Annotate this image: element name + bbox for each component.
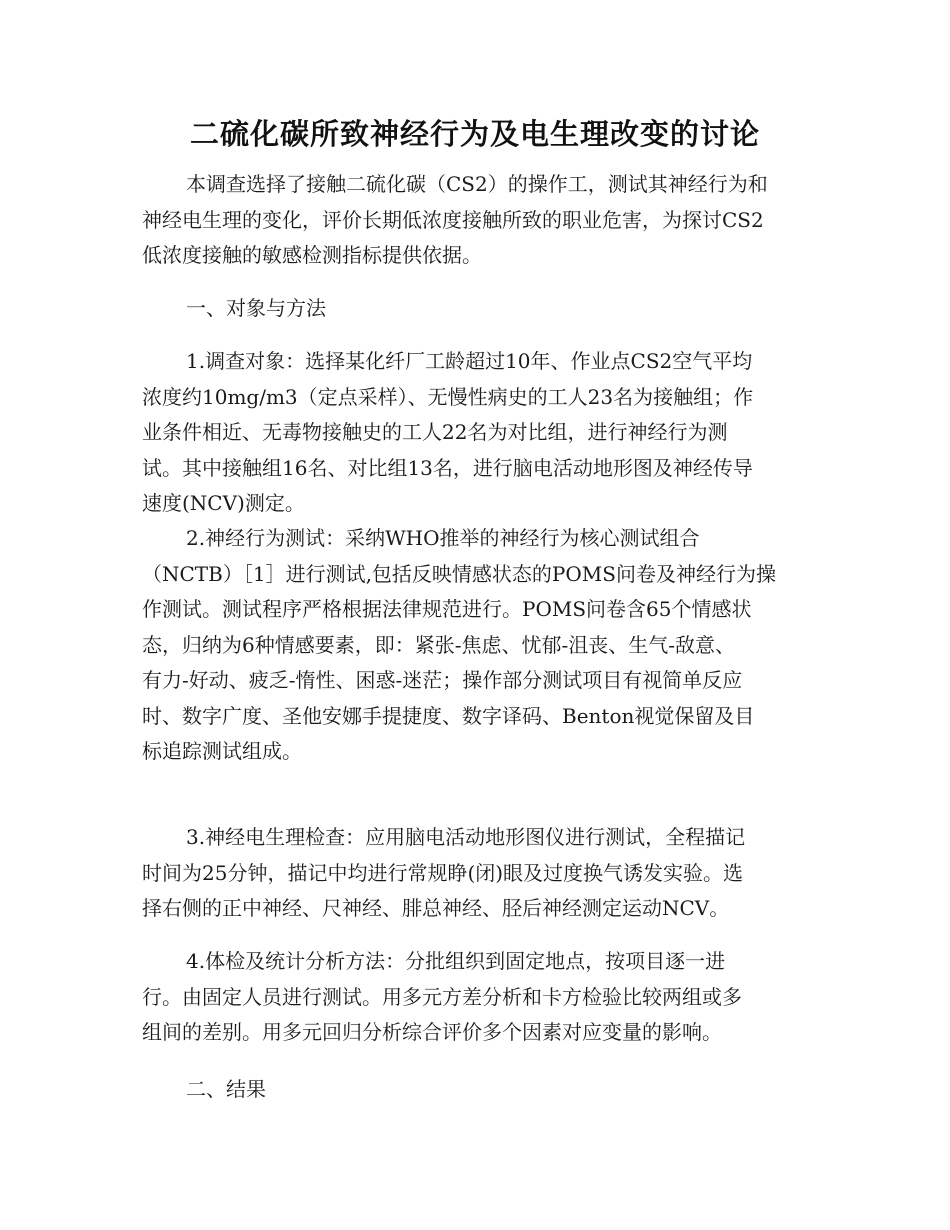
paragraph-line: 时、数字广度、圣他安娜手提捷度、数字译码、Benton视觉保留及目 — [142, 703, 755, 728]
paragraph-line: 2.神经行为测试：采纳WHO推举的神经行为核心测试组合 — [186, 526, 700, 550]
paragraph-line: 浓度约10mg/m3（定点采样）、无慢性病史的工人23名为接触组；作 — [142, 384, 754, 409]
paragraph-line: 试。其中接触组16名、对比组13名，进行脑电活动地形图及神经传导 — [142, 455, 753, 480]
paragraph-line: 态，归纳为6种情感要素，即：紧张-焦虑、忧郁-沮丧、生气-敌意、 — [142, 632, 735, 657]
intro-paragraph — [142, 167, 810, 274]
paragraph-line: 组间的差别。用多元回归分析综合评价多个因素对应变量的影响。 — [142, 1020, 722, 1044]
paragraph-line: 神经电生理的变化，评价长期低浓度接触所致的职业危害，为探讨CS2 — [142, 207, 764, 232]
paragraph-line: 低浓度接触的敏感检测指标提供依据。 — [142, 243, 482, 267]
paragraph-subjects — [142, 344, 810, 522]
paragraph-line: 3.神经电生理检查：应用脑电活动地形图仪进行测试，全程描记 — [186, 825, 746, 849]
document-title: 二硫化碳所致神经行为及电生理改变的讨论 — [189, 117, 760, 151]
paragraph-line: 行。由固定人员进行测试。用多元方差分析和卡方检验比较两组或多 — [142, 984, 742, 1009]
paragraph-line: （NCTB）［1］进行测试,包括反映情感状态的POMS问卷及神经行为操 — [142, 561, 776, 586]
paragraph-line: 标追踪测试组成。 — [142, 739, 302, 763]
paragraph-line: 速度(NCV)测定。 — [142, 491, 305, 515]
paragraph-line: 1.调查对象：选择某化纤厂工龄超过10年、作业点CS2空气平均 — [186, 349, 753, 373]
section-heading-methods: 一、对象与方法 — [186, 296, 326, 320]
paragraph-line: 作测试。测试程序严格根据法律规范进行。POMS问卷含65个情感状 — [142, 597, 752, 621]
section-heading-results: 二、结果 — [186, 1077, 266, 1101]
paragraph-line: 择右侧的正中神经、尺神经、腓总神经、胫后神经测定运动NCV。 — [142, 896, 730, 920]
paragraph-neurobehavior-test — [142, 521, 810, 770]
paragraph-line: 4.体检及统计分析方法：分批组织到固定地点，按项目逐一进 — [186, 949, 726, 973]
paragraph-line: 本调查选择了接触二硫化碳（CS2）的操作工，测试其神经行为和 — [186, 172, 768, 196]
paragraph-electrophysiology — [142, 820, 810, 927]
paragraph-line: 业条件相近、无毒物接触史的工人22名为对比组，进行神经行为测 — [142, 420, 728, 444]
paragraph-statistics — [142, 944, 810, 1051]
paragraph-line: 时间为25分钟，描记中均进行常规睁(闭)眼及过度换气诱发实验。选 — [142, 860, 744, 885]
paragraph-line: 有力-好动、疲乏-惰性、困惑-迷茫；操作部分测试项目有视简单反应 — [142, 668, 743, 692]
